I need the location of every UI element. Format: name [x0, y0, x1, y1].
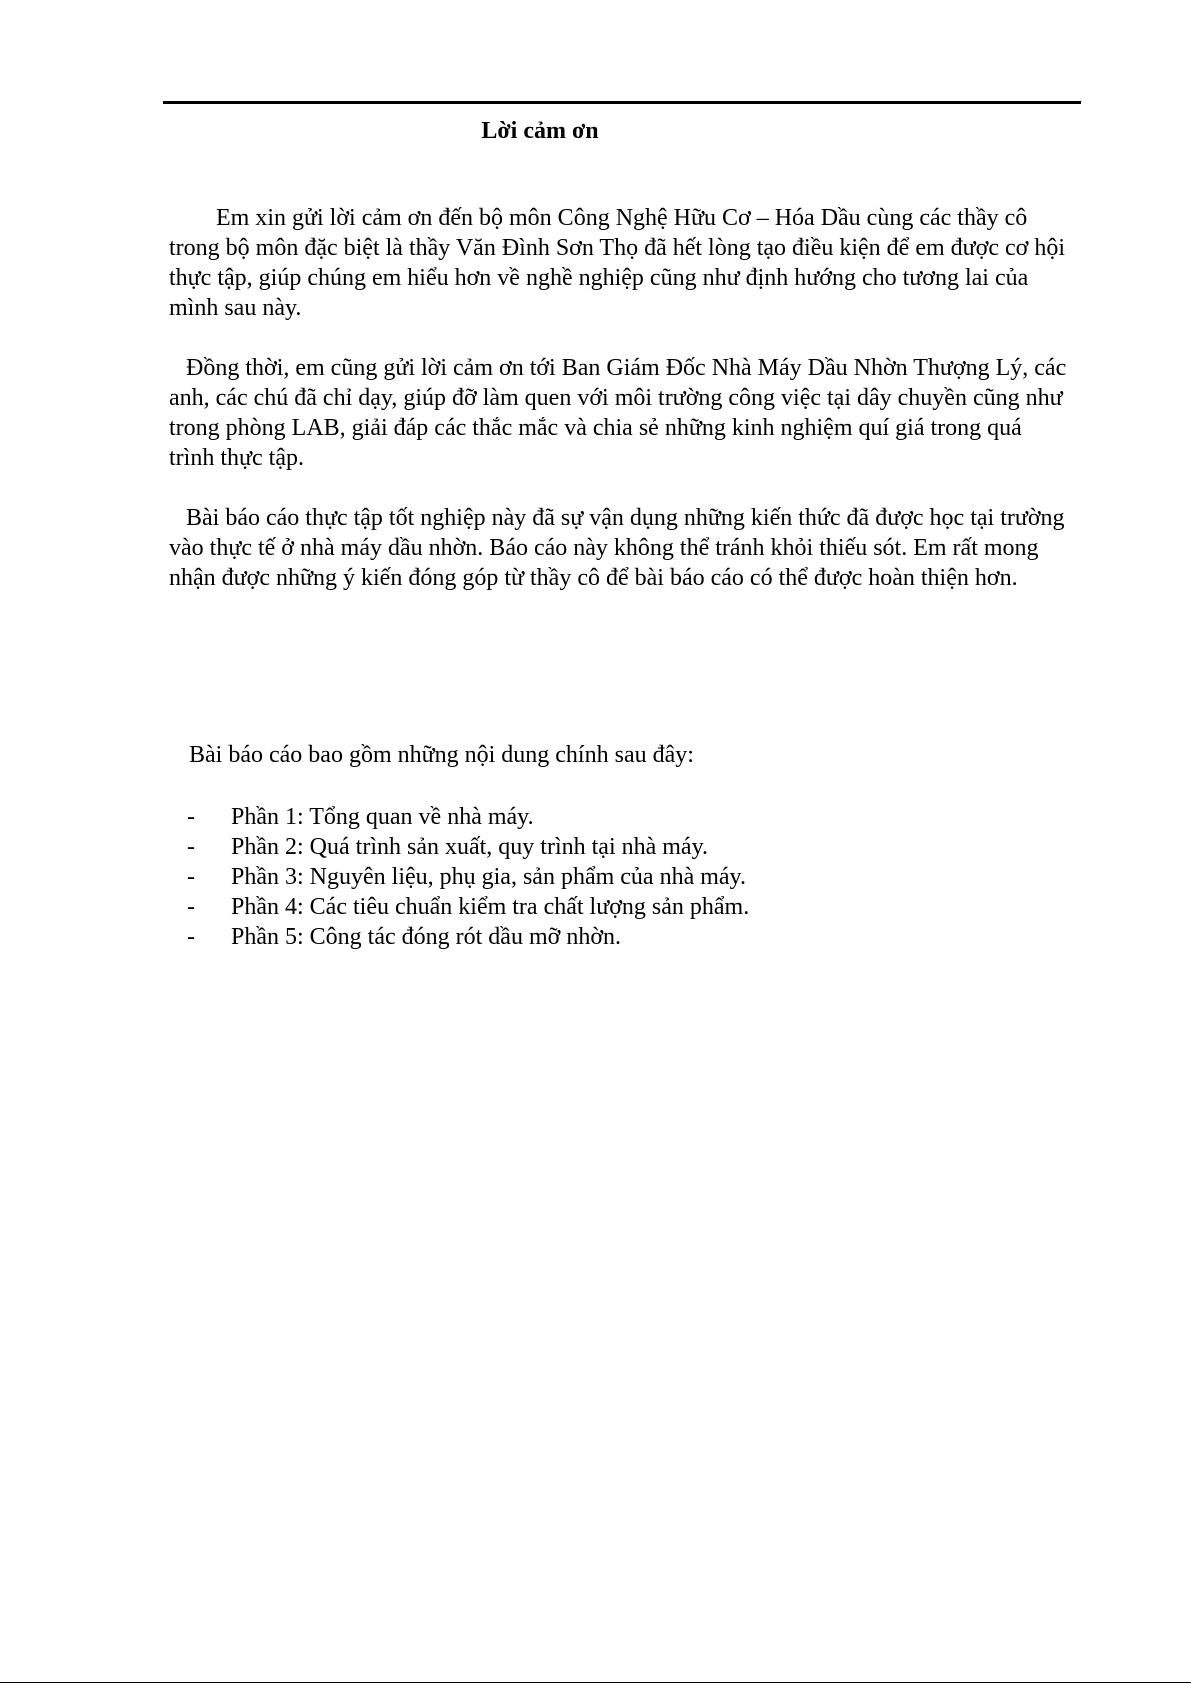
list-item-text: Phần 5: Công tác đóng rót dầu mỡ nhờn.	[231, 924, 622, 950]
list-item-text: Phần 4: Các tiêu chuẩn kiểm tra chất lượng sản phẩm.	[231, 894, 750, 920]
list-item-text: Phần 2: Quá trình sản xuất, quy trình tại nhà máy.	[231, 834, 709, 860]
paragraph-report-purpose: Bài báo cáo thực tập tốt nghiệp này đã sự vận dụng những kiến thức đã được học tại trường vào thực tế ở nhà máy dầu nhờn. Báo cáo này không thể tránh khỏi thiếu sót. Em rất mong nhận được những ý kiến đóng góp từ thầy cô để bài báo cáo có thể được hoàn thiện hơn.	[169, 505, 1065, 591]
list-item-text: Phần 1: Tổng quan về nhà máy.	[231, 804, 534, 830]
list-dash: -	[187, 924, 195, 950]
contents-list	[187, 802, 749, 952]
list-item	[187, 892, 749, 922]
paragraph-acknowledgement-faculty: Em xin gửi lời cảm ơn đến bộ môn Công Nghệ Hữu Cơ – Hóa Dầu cùng các thầy cô trong bộ môn đặc biệt là thầy Văn Đình Sơn Thọ đã hết lòng tạo điều kiện để em được cơ hội thực tập, giúp chúng em hiểu hơn về nghề nghiệp cũng như định hướng cho tương lai của mình sau này.	[169, 205, 1066, 321]
list-dash: -	[187, 894, 195, 920]
list-dash: -	[187, 834, 195, 860]
list-item	[187, 832, 749, 862]
footer-rule	[0, 1682, 1191, 1683]
list-item-text: Phần 3: Nguyên liệu, phụ gia, sản phẩm của nhà máy.	[231, 864, 746, 890]
list-item	[187, 802, 749, 832]
list-dash: -	[187, 804, 195, 830]
paragraph-contents-intro: Bài báo cáo bao gồm những nội dung chính sau đây:	[189, 742, 694, 768]
list-item	[187, 922, 749, 952]
page-title: Lời cảm ơn	[481, 118, 599, 144]
list-dash: -	[187, 864, 195, 890]
header-rule	[163, 101, 1081, 104]
paragraph-acknowledgement-factory: Đồng thời, em cũng gửi lời cảm ơn tới Ban Giám Đốc Nhà Máy Dầu Nhờn Thượng Lý, các anh, các chú đã chỉ dạy, giúp đỡ làm quen với môi trường công việc tại dây chuyền cũng như trong phòng LAB, giải đáp các thắc mắc và chia sẻ những kinh nghiệm quí giá trong quá trình thực tập.	[169, 355, 1067, 471]
list-item	[187, 862, 749, 892]
